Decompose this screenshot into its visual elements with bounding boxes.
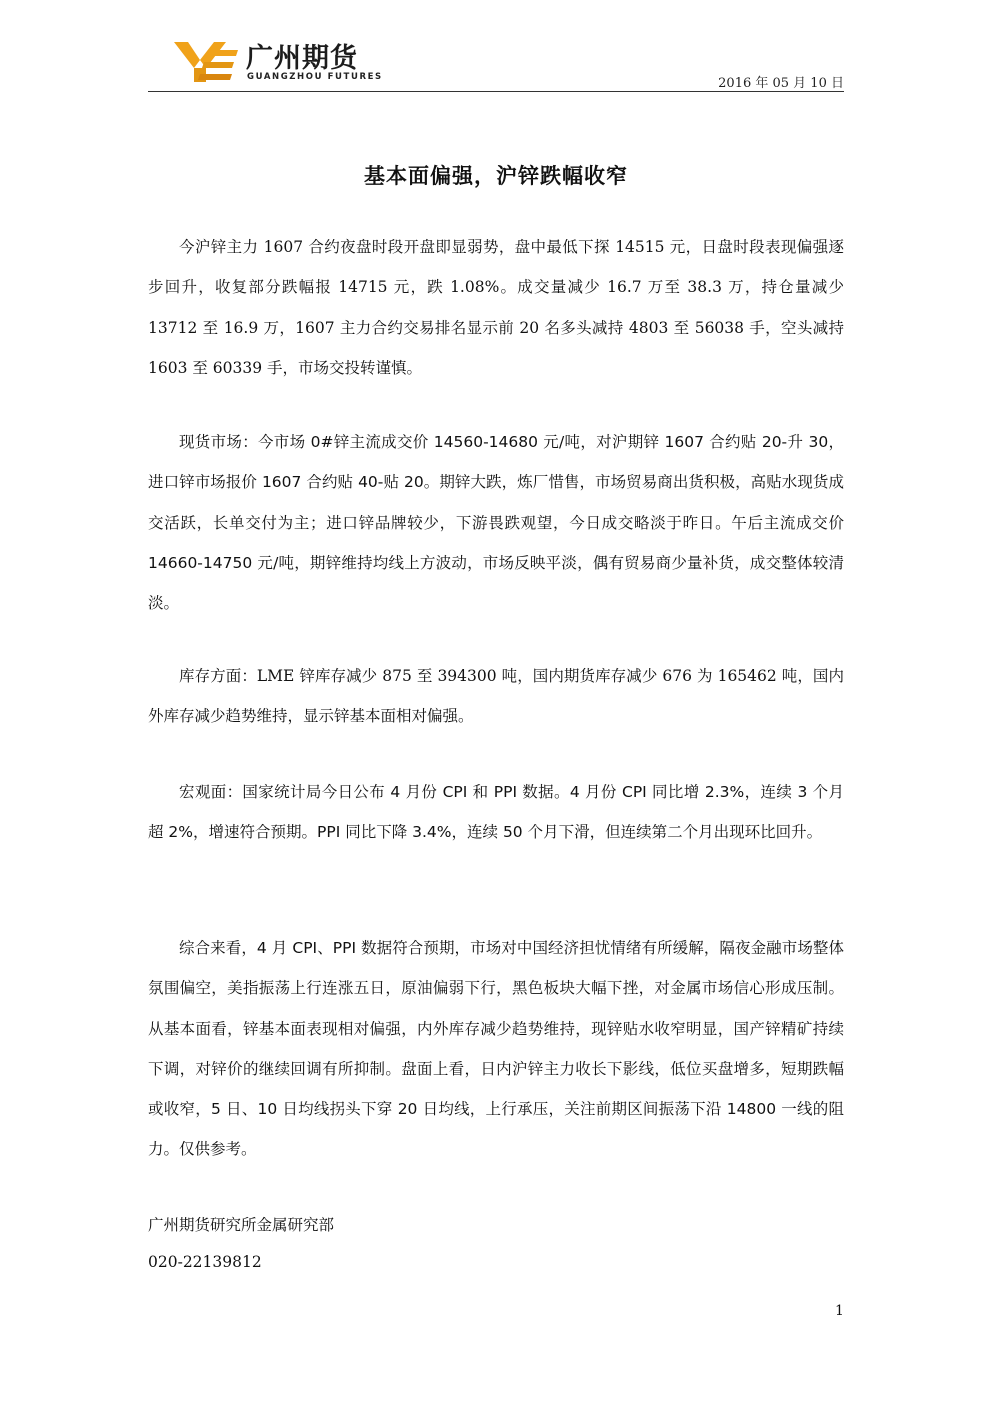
signature-phone: 020-22139812: [148, 1253, 262, 1271]
report-title: 基本面偏强，沪锌跌幅收窄: [364, 164, 628, 188]
paragraph-inventory: 库存方面：LME 锌库存减少 875 至 394300 吨，国内期货库存减少 676 为 165462 吨，国内外库存减少趋势维持，显示锌基本面相对偏强。: [148, 667, 844, 726]
company-logo: [174, 38, 404, 86]
signature-department: 广州期货研究所金属研究部: [148, 1216, 335, 1234]
page-header: [148, 36, 844, 94]
paragraph-spot-market: 现货市场：今市场 0#锌主流成交价 14560-14680 元/吨，对沪期锌 1607 合约贴 20-升 30，进口锌市场报价 1607 合约贴 40-贴 20。期锌大跌，炼厂惜售，市场贸易商出货积极，高贴水现货成交活跃，长单交付为主；进口锌品牌较少，下游畏跌观望，今日成交略淡于昨日。午后主流成交价 14660-14750 元/吨，期锌维持均线上方波动，市场反映平淡，偶有贸易商少量补货，成交整体较清淡。: [148, 433, 844, 613]
logo-english-name: GUANGZHOU FUTURES: [247, 72, 383, 82]
page-number: 1: [835, 1303, 844, 1319]
logo-mark-icon: [174, 38, 240, 84]
header-divider: [148, 91, 844, 92]
paragraph-market-summary: 今沪锌主力 1607 合约夜盘时段开盘即显弱势，盘中最低下探 14515 元，日盘时段表现偏强逐步回升，收复部分跌幅报 14715 元，跌 1.08%。成交量减少 16.7 万至 38.3 万，持仓量减少 13712 至 16.9 万，1607 主力合约交易排名显示前 20 名多头减持 4803 至 56038 手，空头减持 1603 至 60339 手，市场交投转谨慎。: [148, 238, 844, 377]
paragraph-conclusion: 综合来看，4 月 CPI、PPI 数据符合预期，市场对中国经济担忧情绪有所缓解，隔夜金融市场整体氛围偏空，美指振荡上行连涨五日，原油偏弱下行，黑色板块大幅下挫，对金属市场信心形成压制。从基本面看，锌基本面表现相对偏强，内外库存减少趋势维持，现锌贴水收窄明显，国产锌精矿持续下调，对锌价的继续回调有所抑制。盘面上看，日内沪锌主力收长下影线，低位买盘增多，短期跌幅或收窄，5 日、10 日均线拐头下穿 20 日均线，上行承压，关注前期区间振荡下沿 14800 一线的阻力。仅供参考。: [148, 939, 844, 1159]
report-date: 2016 年 05 月 10 日: [718, 76, 844, 91]
paragraph-macro: 宏观面：国家统计局今日公布 4 月份 CPI 和 PPI 数据。4 月份 CPI 同比增 2.3%，连续 3 个月超 2%，增速符合预期。PPI 同比下降 3.4%，连续 50 个月下滑，但连续第二个月出现环比回升。: [148, 783, 844, 842]
logo-chinese-name: 广州期货: [246, 43, 358, 74]
